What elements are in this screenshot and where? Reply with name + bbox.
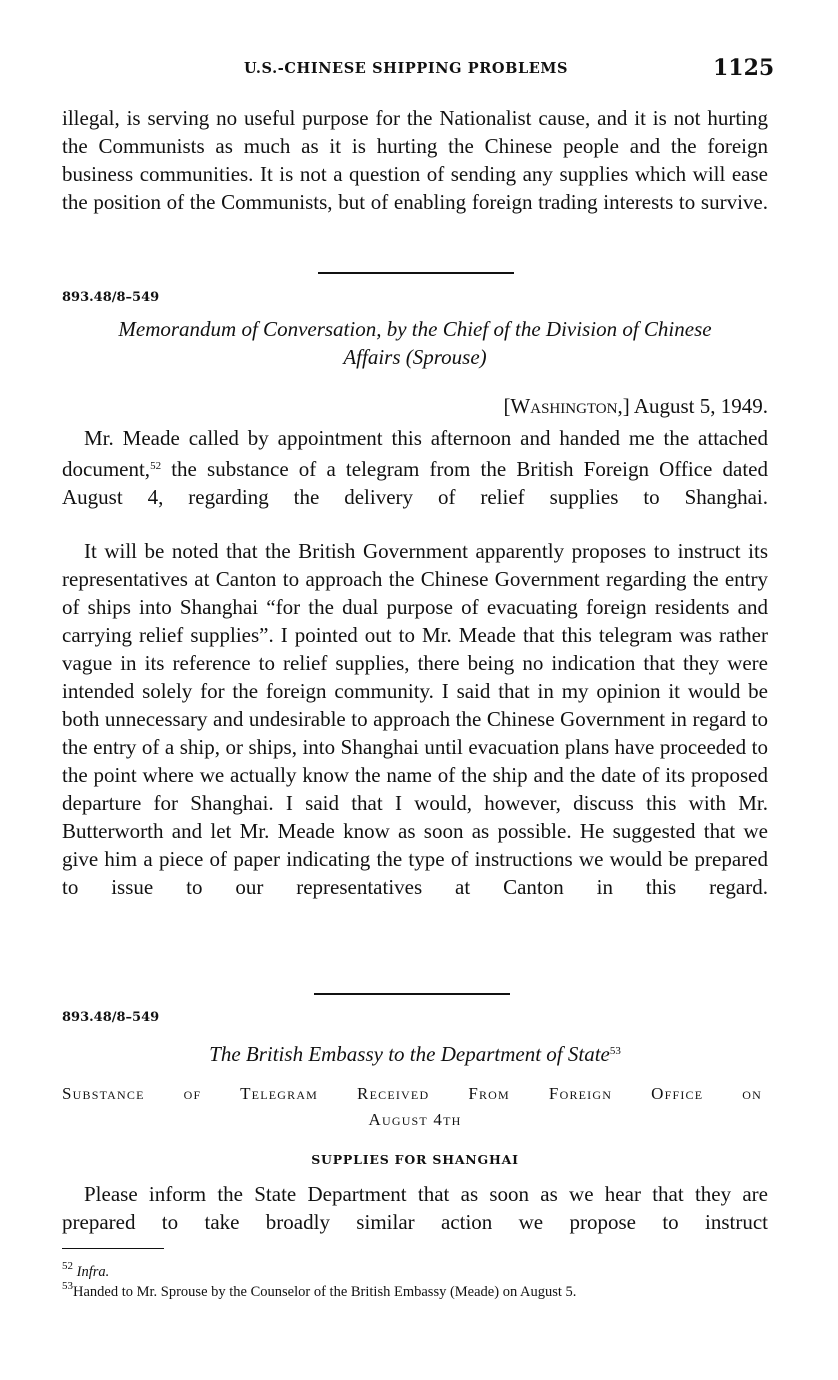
footnote-53-text: Handed to Mr. Sprouse by the Counselor of the British Embassy (Meade) on August 5. [73, 1284, 577, 1300]
memo-dateline [503, 394, 768, 419]
telegram-heading-line-2: August 4th [368, 1110, 462, 1129]
embassy-file-number: 893.48/8–549 [62, 1010, 160, 1025]
footnote-ref-52: 52 [150, 460, 162, 472]
section-divider [318, 272, 514, 274]
embassy-title [62, 1037, 768, 1068]
dateline-place: [Washington,] [503, 394, 630, 418]
memo-paragraph-2: It will be noted that the British Government apparently proposes to instruct its representatives at Canton to approach the Chinese Government regarding the entry of ships into Shanghai “for the dual purpose of evacuating foreign residents and carrying relief supplies”. I pointed out to Mr. Meade that this telegram was rather vague in its reference to relief supplies, there being no indication that they were intended solely for the foreign community. I said that in my opinion it would be both unnecessary and undesirable to approach the Chinese Government in regard to the entry of a ship, or ships, into Shanghai until evacuation plans have proceeded to the point where we actually know the name of the ship and the date of its proposed departure for Shanghai. I said that I would, however, discuss this with Mr. Butterworth and let Mr. Meade know as soon as possible. He suggested that we give him a piece of paper indicating the type of instructions we would be prepared to issue to our representatives at Canton in this regard. [62, 539, 768, 899]
footnote-divider [62, 1248, 164, 1249]
footnote-52-text: Infra. [76, 1264, 110, 1280]
embassy-title-text: The British Embassy to the Department of State [209, 1042, 610, 1066]
section-divider-2 [314, 993, 510, 995]
memo-title-line-2: Affairs (Sprouse) [343, 345, 487, 369]
running-header-title: U.S.-CHINESE SHIPPING PROBLEMS [244, 60, 569, 77]
footnote-53 [62, 1277, 762, 1301]
footnote-52-ref: 52 [62, 1260, 73, 1272]
dateline-date: August 5, 1949. [633, 394, 768, 418]
embassy-paragraph: Please inform the State Department that as soon as we hear that they are prepared to take broadly similar action we propose to instruct [62, 1182, 768, 1234]
telegram-heading-line-1: Substance of Telegram Received From Foreign Office on [62, 1084, 762, 1103]
memo-paragraph-1-text-b: the substance of a telegram from the British Foreign Office dated August 4, regarding the delivery of relief supplies to Shanghai. [62, 457, 768, 509]
memo-title-line-1: Memorandum of Conversation, by the Chief of the Division of Chinese [118, 317, 712, 341]
memo-paragraph-1 [62, 424, 768, 539]
telegram-subheading: SUPPLIES FOR SHANGHAI [311, 1152, 519, 1167]
page-number: 1125 [713, 55, 775, 81]
footnote-53-ref: 53 [62, 1280, 73, 1292]
footnote-ref-53: 53 [609, 1045, 621, 1057]
intro-paragraph: illegal, is serving no useful purpose for the Nationalist cause, and it is not hurting the Communists as much as it is hurting the Chinese people and the foreign business communities. It is not a question of sending any supplies which will ease the position of the Communists, but of enabling foreign trading interests to survive. [62, 106, 768, 214]
memo-title [62, 315, 768, 371]
memo-file-number: 893.48/8–549 [62, 290, 160, 305]
memo-paragraph-1-text-a: Mr. Meade called by appointment this afternoon and handed me the attached document, [62, 426, 768, 481]
